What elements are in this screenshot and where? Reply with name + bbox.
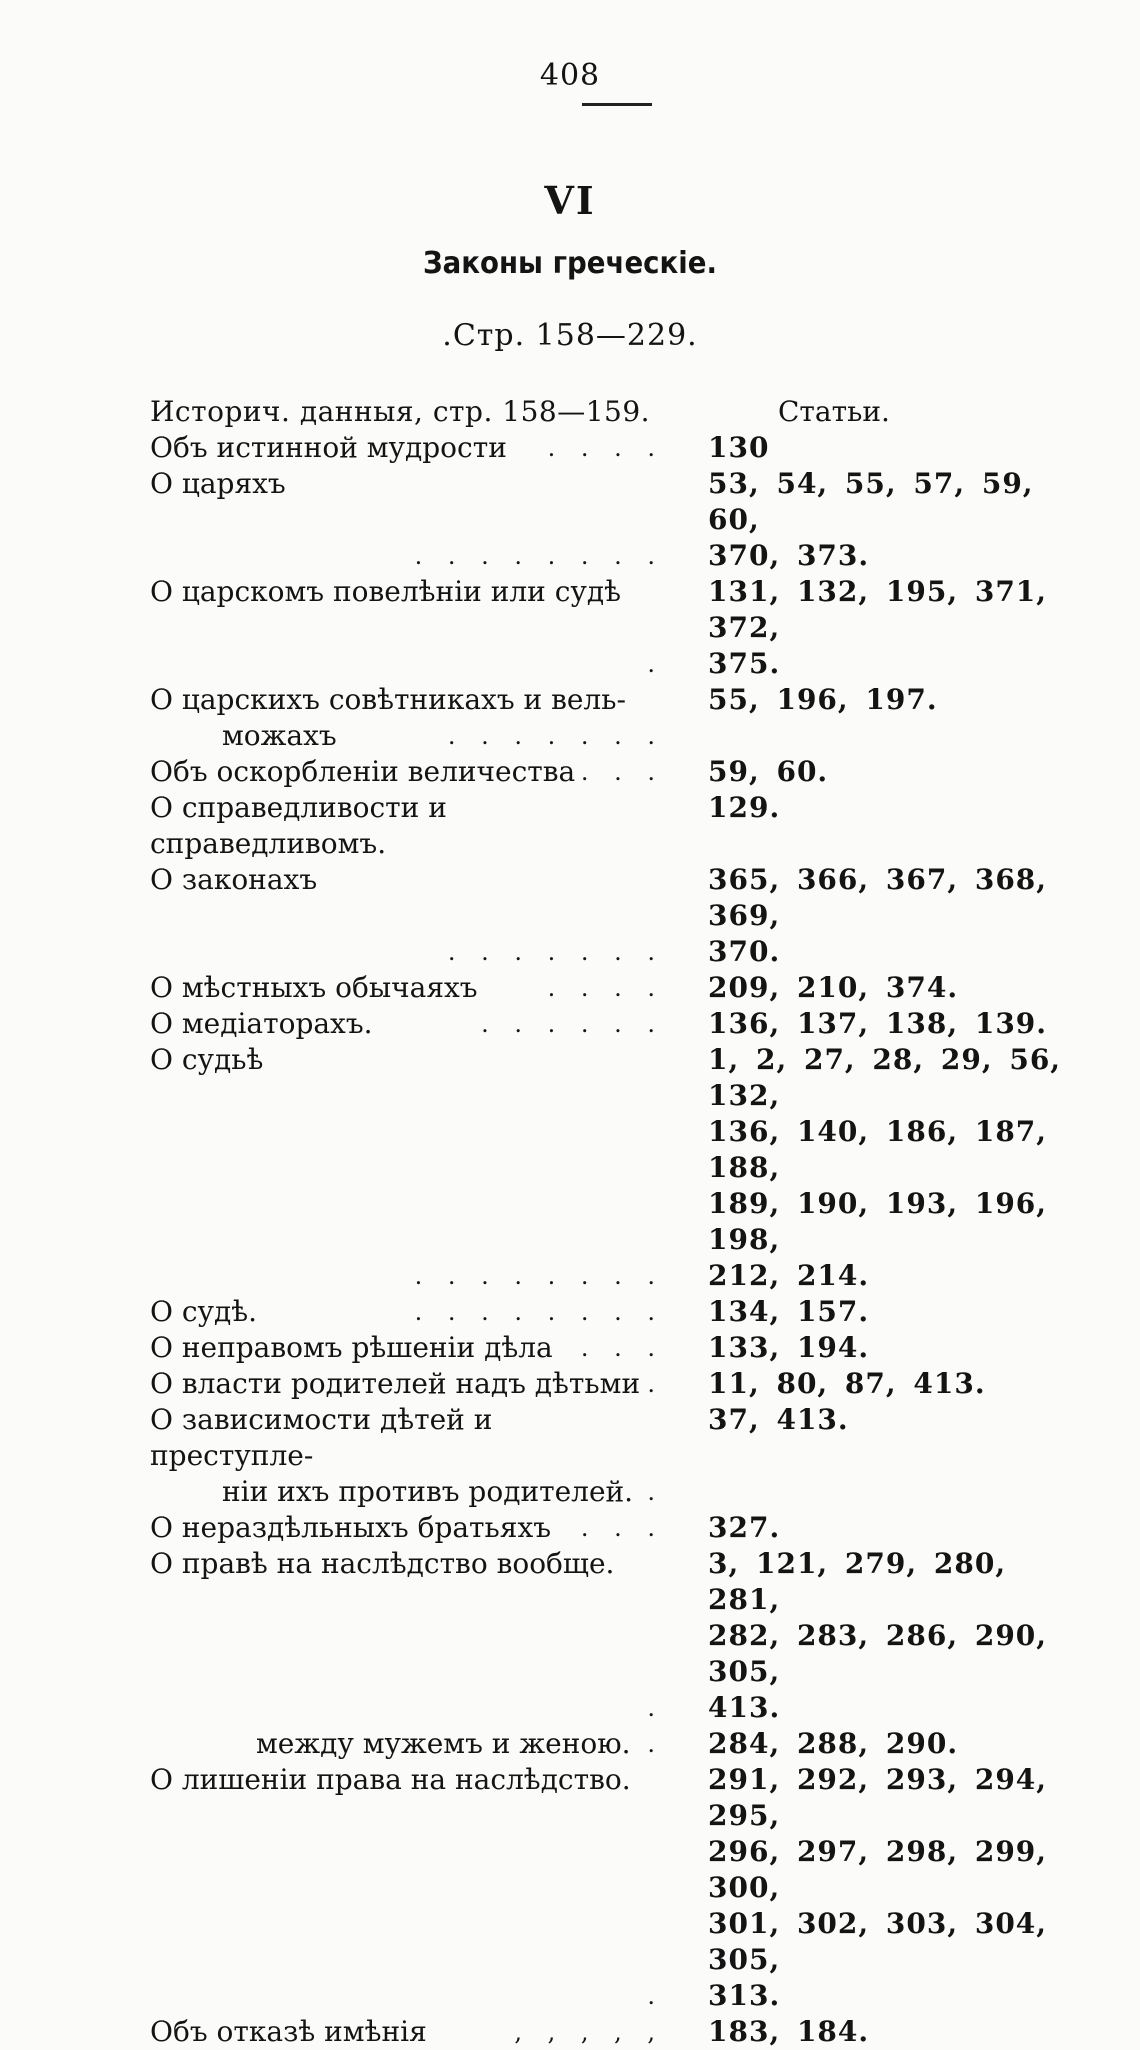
entry-subject <box>150 1330 680 1366</box>
entry-articles: 133, 194. <box>708 1331 870 1364</box>
entry-subject-text: О мѣстныхъ обычаяхъ <box>150 971 478 1004</box>
index-entry <box>150 574 1090 682</box>
entry-subject <box>150 970 680 1006</box>
index-entry <box>150 754 1090 790</box>
entry-subject <box>150 790 680 862</box>
index-entry <box>150 1366 1090 1402</box>
entry-articles: 131, 132, 195, 371, 372, 375. <box>708 575 1048 680</box>
index-entry <box>150 862 1090 970</box>
entry-articles: 53, 54, 55, 57, 59, 60, 370, 373. <box>708 467 1034 572</box>
leader-dots: . <box>647 1370 664 1398</box>
entry-subject-text: О судьѣ <box>150 1043 264 1076</box>
entry-subject-text: О царскихъ совѣтникахъ и вель- <box>150 683 626 716</box>
entry-subject <box>150 1402 680 1510</box>
leader-dots: . . . . <box>547 974 664 1002</box>
entry-subject-text: О лишеніи права на наслѣдство. <box>150 1763 631 1796</box>
leader-dots: . . . <box>580 758 664 786</box>
entry-subject <box>150 574 680 682</box>
leader-dots: . . . . . . . . <box>414 1298 664 1326</box>
leader-dots: . . . . <box>547 434 664 462</box>
index-entries <box>150 430 1090 2050</box>
leader-dots: . <box>647 1694 664 1722</box>
section-numeral: VI <box>544 178 596 223</box>
entry-articles: 1, 2, 27, 28, 29, 56, 132, 136, 140, 186, 187, 188, 189, 190, 193, 196, 198, 212, 214. <box>708 1043 1062 1292</box>
header-articles: Статьи. <box>778 395 890 428</box>
index-entry <box>150 790 1090 862</box>
entry-subject <box>150 1294 680 1330</box>
entry-subject-text: Объ оскорбленіи величества <box>150 755 576 788</box>
page-number-underline <box>582 103 652 106</box>
entry-articles: 284, 288, 290. <box>708 1727 959 1760</box>
leader-dots: . . . . . . <box>481 1010 664 1038</box>
entry-subject-subheading: между мужемъ и женою. <box>256 1727 631 1760</box>
leader-dots: . . . . . . . . <box>414 542 664 570</box>
entry-articles: 37, 413. <box>708 1403 849 1436</box>
entry-subject-text: Объ истинной мудрости <box>150 431 507 464</box>
entry-articles: 130 <box>708 431 770 464</box>
leader-dots: . . . <box>580 1514 664 1542</box>
entry-articles: 291, 292, 293, 294, 295, 296, 297, 298, 299, 300, 301, 302, 303, 304, 305, 313. <box>708 1763 1048 2012</box>
index-entry <box>150 1042 1090 1294</box>
index-entry <box>150 1510 1090 1546</box>
entry-subject <box>150 1042 680 1294</box>
entry-subject-text: О медіаторахъ. <box>150 1007 373 1040</box>
index-table <box>150 394 1090 2050</box>
entry-subject <box>150 430 680 466</box>
entry-articles: 3, 121, 279, 280, 281, 282, 283, 286, 290, 305, 413. <box>708 1547 1048 1724</box>
entry-subject <box>150 2014 680 2050</box>
entry-articles: 55, 196, 197. <box>708 683 938 716</box>
index-entry <box>150 1546 1090 1726</box>
entry-subject <box>150 862 680 970</box>
leader-dots: . . . . . . . <box>447 938 664 966</box>
page-range: .Стр. 158—229. <box>442 318 698 353</box>
entry-subject-text: О законахъ <box>150 863 318 896</box>
entry-articles: 11, 80, 87, 413. <box>708 1367 986 1400</box>
leader-dots: . <box>647 650 664 678</box>
index-entry <box>150 1330 1090 1366</box>
leader-dots: . . . . . . . . <box>414 1262 664 1290</box>
entry-subject <box>150 1546 680 1726</box>
index-header-row <box>150 394 1090 430</box>
entry-subject-text: О царскомъ повелѣніи или судѣ <box>150 575 622 608</box>
index-entry <box>150 970 1090 1006</box>
index-entry <box>150 466 1090 574</box>
page-number: 408 <box>539 58 601 93</box>
header-historical-data: Историч. данныя, стр. 158—159. <box>150 395 651 428</box>
entry-articles: 365, 366, 367, 368, 369, 370. <box>708 863 1048 968</box>
entry-articles: 59, 60. <box>708 755 829 788</box>
entry-subject-text: О зависимости дѣтей и преступле- <box>150 1403 493 1472</box>
entry-articles: 183, 184. <box>708 2015 870 2048</box>
section-title: Законы греческіе. <box>423 246 717 281</box>
entry-subject-text: О царяхъ <box>150 467 286 500</box>
entry-articles: 209, 210, 374. <box>708 971 959 1004</box>
index-entry <box>150 2014 1090 2050</box>
leader-dots: . <box>647 1730 664 1758</box>
entry-subject-text: О неправомъ рѣшеніи дѣла <box>150 1331 553 1364</box>
entry-subject-text: О правѣ на наслѣдство вообще. <box>150 1547 615 1580</box>
entry-subject-text: Объ отказѣ имѣнія <box>150 2015 427 2048</box>
entry-subject <box>150 1726 680 1762</box>
entry-subject <box>150 754 680 790</box>
leader-dots: . <box>647 1478 664 1506</box>
entry-subject <box>150 1006 680 1042</box>
leader-dots: , , , , , <box>514 2018 664 2046</box>
entry-articles: 136, 137, 138, 139. <box>708 1007 1048 1040</box>
index-entry <box>150 1762 1090 2014</box>
entry-subject-text: О нераздѣльныхъ братьяхъ <box>150 1511 552 1544</box>
entry-articles: 129. <box>708 791 781 824</box>
entry-subject <box>150 1366 680 1402</box>
leader-dots: . <box>647 1982 664 2010</box>
entry-subject <box>150 1762 680 2014</box>
index-entry <box>150 1006 1090 1042</box>
leader-dots: . . . <box>580 1334 664 1362</box>
entry-subject-continuation: ніи ихъ противъ родителей. <box>222 1475 634 1508</box>
index-entry <box>150 1294 1090 1330</box>
index-entry <box>150 1402 1090 1510</box>
entry-subject <box>150 466 680 574</box>
entry-subject-continuation: можахъ <box>222 719 337 752</box>
entry-subject <box>150 682 680 754</box>
index-entry <box>150 1726 1090 1762</box>
index-entry <box>150 682 1090 754</box>
entry-subject-text: О власти родителей надъ дѣтьми <box>150 1367 641 1400</box>
index-entry <box>150 430 1090 466</box>
entry-subject-text: О судѣ. <box>150 1295 258 1328</box>
entry-articles: 327. <box>708 1511 781 1544</box>
entry-articles: 134, 157. <box>708 1295 870 1328</box>
entry-subject-text: О справедливости и справедливомъ. <box>150 791 447 860</box>
entry-subject <box>150 1510 680 1546</box>
leader-dots: . . . . . . . <box>447 722 664 750</box>
